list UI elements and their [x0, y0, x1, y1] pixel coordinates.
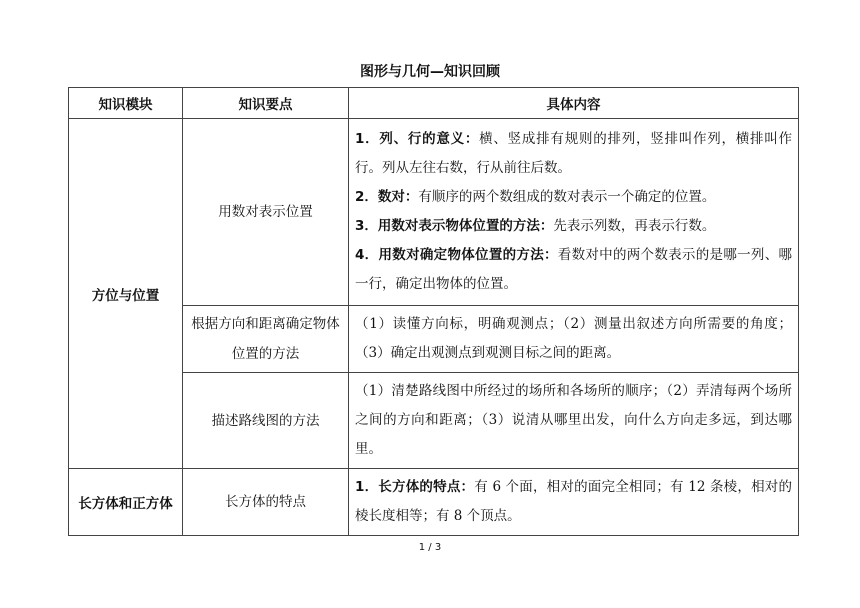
- content-item: 4．用数对确定物体位置的方法：看数对中的两个数表示的是哪一列、哪一行，确定出物体的位置。: [355, 247, 792, 292]
- module-cell: 长方体和正方体: [69, 469, 183, 536]
- table-row: [69, 469, 799, 536]
- knowledge-table: [68, 87, 799, 536]
- header-point: 知识要点: [183, 88, 349, 119]
- point-cell: 根据方向和距离确定物体位置的方法: [183, 306, 349, 373]
- header-module: 知识模块: [69, 88, 183, 119]
- page-title: 图形与几何—知识回顾: [360, 64, 500, 80]
- header-content: 具体内容: [349, 88, 799, 119]
- content-item: 3．用数对表示物体位置的方法：先表示列数，再表示行数。: [355, 218, 716, 234]
- point-cell: 描述路线图的方法: [183, 373, 349, 469]
- page-number: 1 / 3: [418, 542, 442, 553]
- content-cell: （1）读懂方向标，明确观测点；（2）测量出叙述方向所需要的角度；（3）确定出观测点到观测目标之间的距离。: [349, 306, 799, 373]
- table-row: [69, 119, 799, 306]
- content-cell: （1）清楚路线图中所经过的场所和各场所的顺序；（2）弄清每两个场所之间的方向和距离；（3）说清从哪里出发，向什么方向走多远，到达哪里。: [349, 373, 799, 469]
- content-item: 1．长方体的特点：有 6 个面，相对的面完全相同；有 12 条棱，相对的棱长度相等；有 8 个顶点。: [355, 479, 792, 524]
- content-cell: [349, 119, 799, 306]
- content-item: 1．列、行的意义：横、竖成排有规则的排列，竖排叫作列，横排叫作行。列从左往右数，行从前往后数。: [355, 131, 792, 176]
- point-cell: 用数对表示位置: [183, 119, 349, 306]
- content-item: 2．数对：有顺序的两个数组成的数对表示一个确定的位置。: [355, 189, 716, 205]
- point-cell: 长方体的特点: [183, 469, 349, 536]
- content-cell: [349, 469, 799, 536]
- table-header-row: [69, 88, 799, 119]
- module-cell: 方位与位置: [69, 119, 183, 469]
